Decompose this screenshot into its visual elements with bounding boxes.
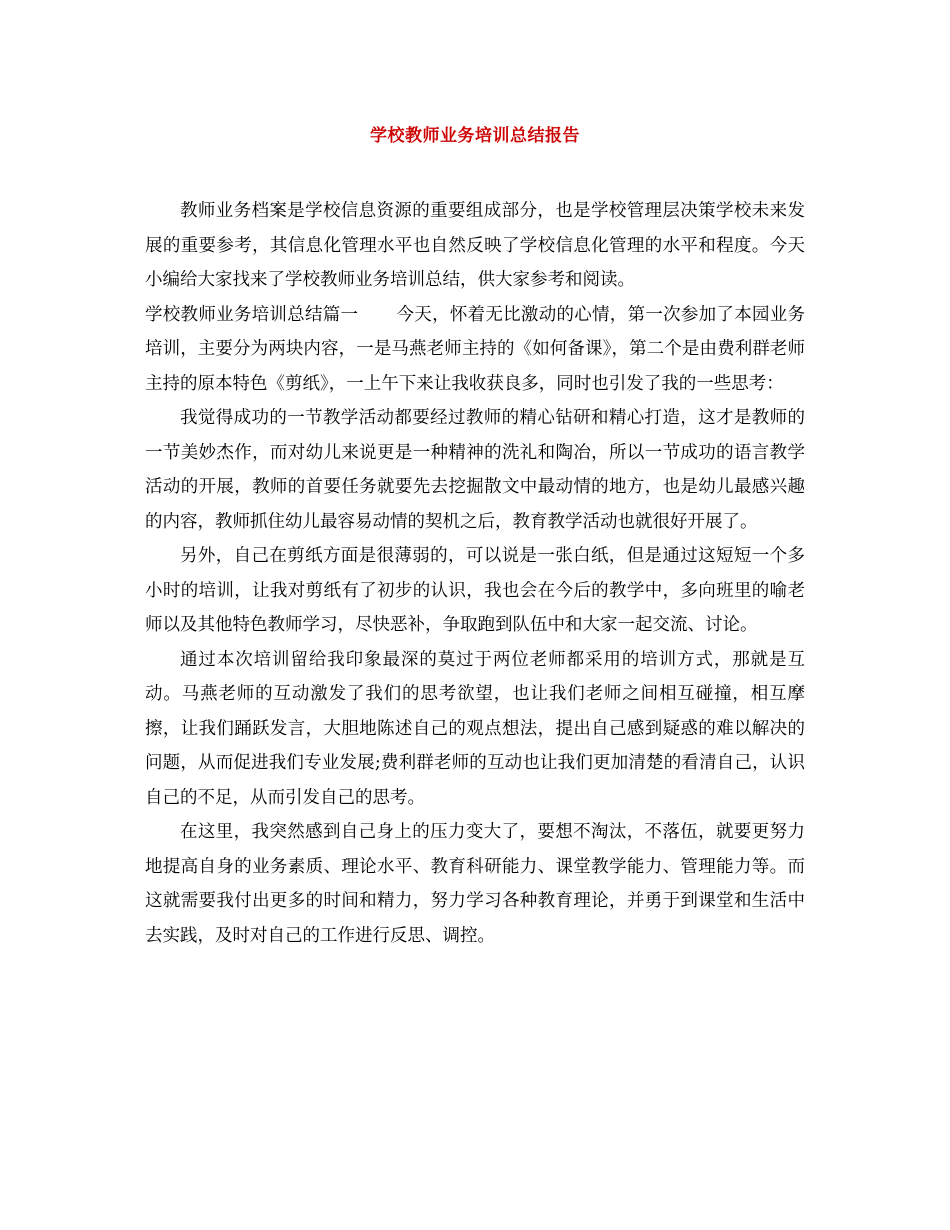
section-paragraph [145,298,805,402]
body-paragraph-3: 通过本次培训留给我印象最深的莫过于两位老师都采用的培训方式，那就是互动。马燕老师的互动激发了我们的思考欲望，也让我们老师之间相互碰撞，相互摩擦，让我们踊跃发言，大胆地陈述自己的观点想法，提出自己感到疑惑的难以解决的问题，从而促进我们专业发展;费利群老师的互动也让我们更加清楚的看清自己，认识自己的不足，从而引发自己的思考。 [145,649,805,808]
body-paragraph-4: 在这里，我突然感到自己身上的压力变大了，要想不淘汰，不落伍，就要更努力地提高自身的业务素质、理论水平、教育科研能力、课堂教学能力、管理能力等。而这就需要我付出更多的时间和精力，努力学习各种教育理论，并勇于到课堂和生活中去实践，及时对自己的工作进行反思、调控。 [145,822,805,946]
document-title: 学校教师业务培训总结报告 [370,126,580,146]
body-paragraph-2: 另外，自己在剪纸方面是很薄弱的，可以说是一张白纸，但是通过这短短一个多小时的培训，让我对剪纸有了初步的认识，我也会在今后的教学中，多向班里的喻老师以及其他特色教师学习，尽快恶补，争取跑到队伍中和大家一起交流、讨论。 [145,546,805,635]
intro-paragraph: 教师业务档案是学校信息资源的重要组成部分，也是学校管理层决策学校未来发展的重要参考，其信息化管理水平也自然反映了学校信息化管理的水平和程度。今天小编给大家找来了学校教师业务培训总结，供大家参考和阅读。 [145,201,805,290]
body-paragraph-1: 我觉得成功的一节教学活动都要经过教师的精心钻研和精心打造，这才是教师的一节美妙杰作，而对幼儿来说更是一种精神的洗礼和陶冶，所以一节成功的语言教学活动的开展，教师的首要任务就要先去挖掘散文中最动情的地方，也是幼儿最感兴趣的内容，教师抓住幼儿最容易动情的契机之后，教育教学活动也就很好开展了。 [145,408,805,532]
document-body [145,194,805,953]
section-heading: 学校教师业务培训总结篇一 [145,304,359,325]
section-lead: 今天，怀着无比激动的心情，第一次参加了本园业务培训，主要分为两块内容，一是马燕老师主持的《如何备课》，第二个是由费利群老师主持的原本特色《剪纸》，一上午下来让我收获良多，同时也引发了我的一些思考： [145,304,806,394]
